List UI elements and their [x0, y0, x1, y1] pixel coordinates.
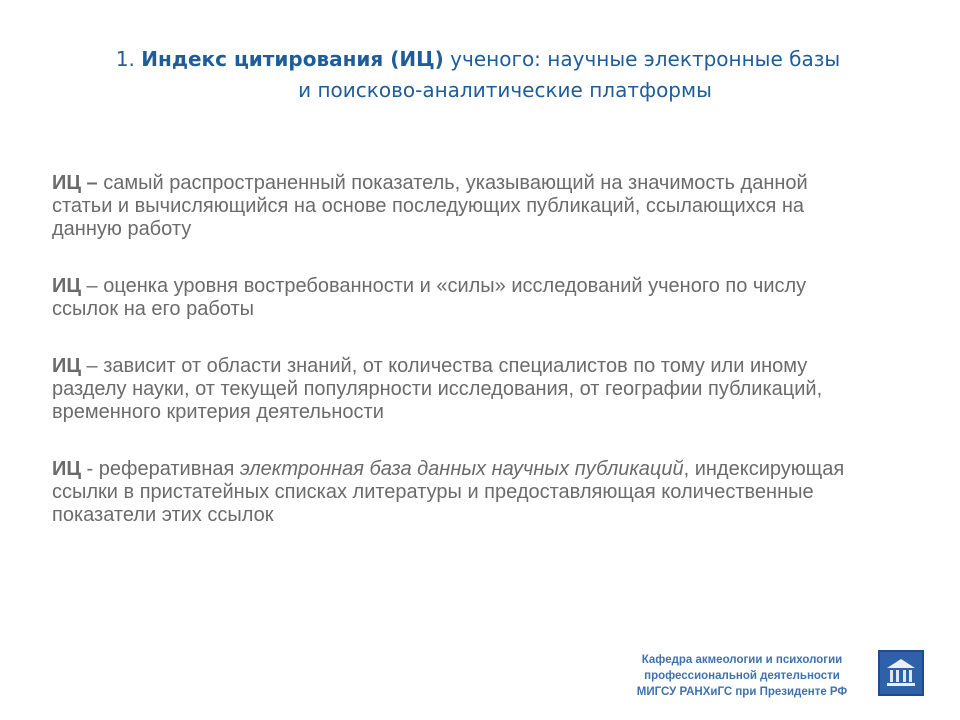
footer-line-1: Кафедра акмеологии и психологии — [641, 654, 843, 666]
footer-line-2: профессиональной деятельности — [644, 670, 840, 682]
paragraph-3 — [52, 355, 852, 424]
title-rest: ученого: научные электронные базы — [450, 47, 841, 71]
slide-title — [0, 44, 960, 106]
title-line-1 — [0, 44, 960, 75]
paragraph-term: ИЦ — [52, 458, 81, 480]
title-bold: Индекс цитирования (ИЦ) — [141, 47, 444, 71]
department-footer — [632, 652, 852, 700]
paragraph-term: ИЦ – — [52, 172, 98, 194]
paragraph-text: самый распространенный показатель, указывающий на значимость данной статьи и вычисляющийся на основе последующих публикаций, ссылающихся на данную работу — [52, 172, 808, 240]
title-line-2: и поисково-аналитические платформы — [298, 78, 712, 102]
paragraph-term: ИЦ — [52, 355, 81, 377]
slide-body — [52, 172, 852, 561]
paragraph-text-before: - реферативная — [86, 458, 235, 480]
paragraph-4 — [52, 458, 852, 527]
paragraph-text-italic: электронная база данных научных публикаций — [239, 458, 684, 480]
title-number: 1. — [115, 47, 135, 71]
paragraph-text-after: , индексирующая ссылки в пристатейных списках литературы и предоставляющая количественные показатели этих ссылок — [52, 458, 845, 526]
paragraph-text: – оценка уровня востребованности и «силы» исследований ученого по числу ссылок на его работы — [52, 275, 807, 320]
paragraph-text: – зависит от области знаний, от количества специалистов по тому или иному разделу науки, от текущей популярности исследования, от географии публикаций, временного критерия деятельности — [52, 355, 823, 423]
university-logo-icon — [878, 650, 924, 696]
paragraph-1 — [52, 172, 852, 241]
paragraph-term: ИЦ — [52, 275, 81, 297]
footer-line-3: МИГСУ РАНХиГС при Президенте РФ — [636, 686, 848, 698]
paragraph-2 — [52, 275, 852, 321]
